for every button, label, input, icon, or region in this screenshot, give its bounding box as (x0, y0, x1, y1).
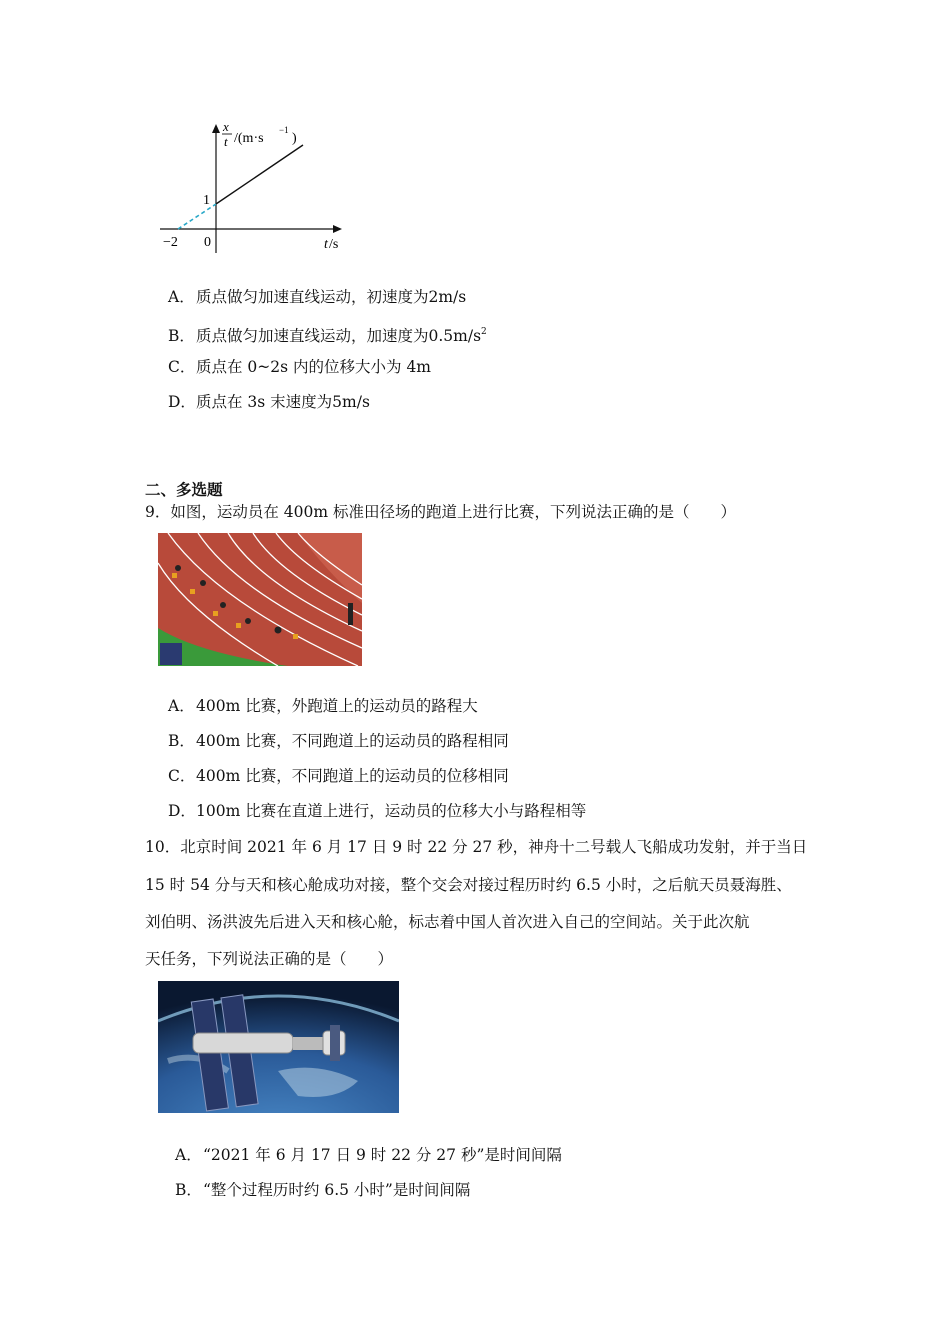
y-axis-arrow (212, 124, 220, 133)
q8-option-c (168, 357, 431, 377)
q9-option-b (168, 731, 509, 751)
dashed-extension (178, 204, 216, 229)
option-text: 400m 比赛，外跑道上的运动员的路程大 (196, 697, 478, 715)
option-text: 400m 比赛，不同跑道上的运动员的位移相同 (196, 767, 509, 785)
y-label-exponent: −1 (279, 125, 289, 135)
option-text: “整个过程历时约 6.5 小时”是时间间隔 (203, 1181, 471, 1199)
option-label: D． (168, 393, 196, 411)
q10-stem-line-4: 天任务，下列说法正确的是（ ） (145, 950, 394, 968)
option-label: A． (175, 1146, 202, 1164)
option-text: 质点在 3s 末速度为5m/s (196, 393, 370, 411)
q10-option-b (175, 1180, 470, 1200)
option-text: 质点在 0~2s 内的位移大小为 4m (196, 358, 432, 376)
q10-stem-line-2: 15 时 54 分与天和核心舱成功对接，整个交会对接过程历时约 6.5 小时，之后航天员聂海胜、 (145, 876, 792, 894)
q8-option-b (168, 322, 487, 346)
option-superscript: 2 (481, 327, 487, 337)
y-label-unit: /(m·s (234, 131, 264, 146)
option-text: 400m 比赛，不同跑道上的运动员的路程相同 (196, 732, 509, 750)
option-label: B． (168, 732, 195, 750)
section-heading: 二、多选题 (145, 480, 223, 499)
y-label-numerator: x (223, 119, 229, 134)
tick-y-1: 1 (203, 193, 210, 208)
q10-stem-line-3: 刘伯明、汤洪波先后进入天和核心舱，标志着中国人首次进入自己的空间站。关于此次航 (145, 913, 750, 931)
option-label: C． (168, 358, 196, 376)
y-label-close: ) (292, 131, 297, 146)
q8-option-d (168, 392, 370, 412)
option-label: D． (168, 802, 196, 820)
running-track-photo (158, 533, 362, 666)
option-label: A． (168, 697, 195, 715)
x-label-var: t (324, 237, 328, 252)
option-text: 质点做匀加速直线运动，加速度为0.5m/s (196, 327, 482, 345)
q9-stem: 9．如图，运动员在 400m 标准田径场的跑道上进行比赛，下列说法正确的是（ ） (145, 503, 737, 521)
x-label-unit: /s (329, 237, 339, 252)
option-label: B． (175, 1181, 202, 1199)
tick-origin: 0 (204, 235, 211, 250)
q9-option-d (168, 801, 586, 821)
option-label: A． (168, 288, 195, 306)
option-label: B． (168, 327, 195, 345)
tick-x-neg2: −2 (163, 235, 178, 250)
space-station-photo (158, 981, 399, 1113)
q9-option-a (168, 696, 478, 716)
option-label: C． (168, 767, 196, 785)
q9-option-c (168, 766, 509, 786)
x-axis-arrow (333, 225, 342, 233)
q10-option-a (175, 1145, 562, 1165)
y-label-denominator: t (224, 134, 228, 149)
option-text: 质点做匀加速直线运动，初速度为2m/s (196, 288, 467, 306)
option-text: 100m 比赛在直道上进行，运动员的位移大小与路程相等 (196, 802, 587, 820)
graph-line (216, 145, 303, 204)
q10-stem-line-1: 10．北京时间 2021 年 6 月 17 日 9 时 22 分 27 秒，神舟十二号载人飞船成功发射，并于当日 (145, 838, 808, 856)
q8-option-a (168, 287, 466, 307)
option-text: “2021 年 6 月 17 日 9 时 22 分 27 秒”是时间间隔 (203, 1146, 562, 1164)
velocity-time-graph (150, 118, 360, 258)
